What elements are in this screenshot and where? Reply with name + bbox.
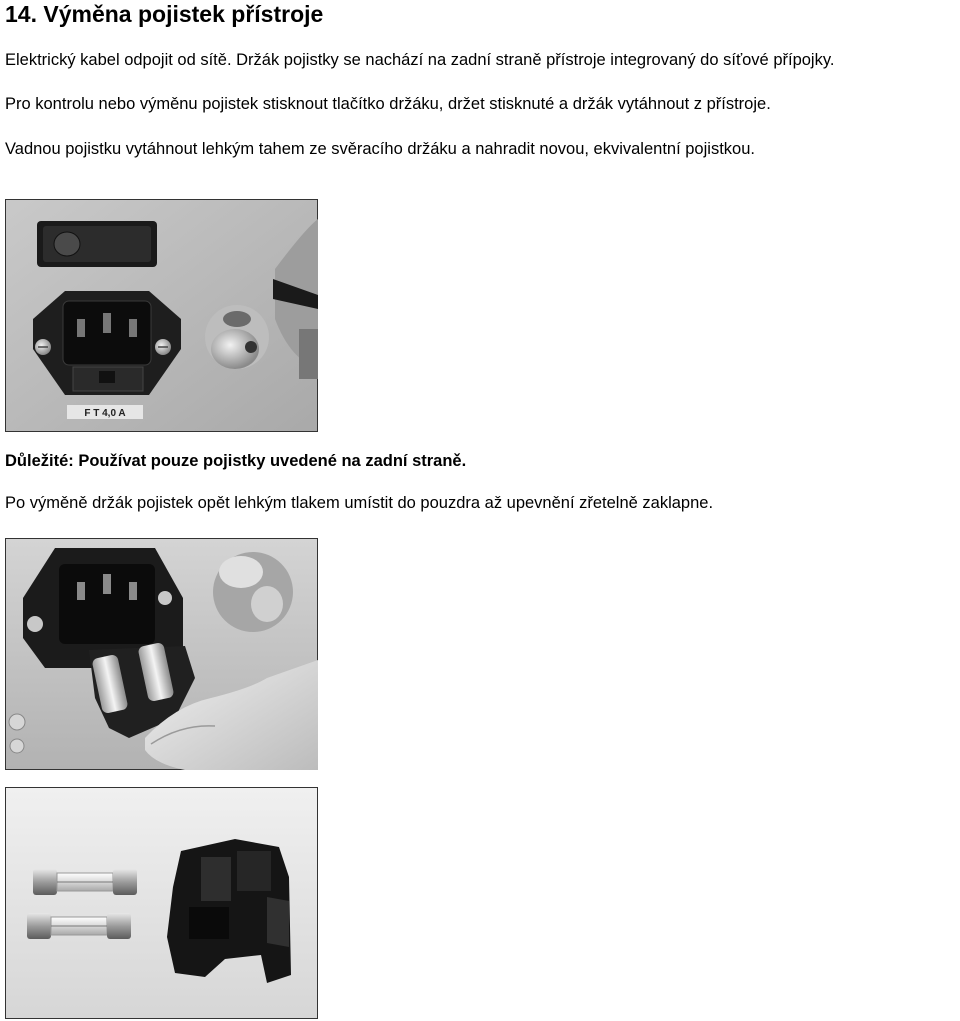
fuse-rating-text: F T 4,0 A <box>84 408 126 419</box>
paragraph-remove-holder: Pro kontrolu nebo výměnu pojistek stisknout tlačítko držáku, držet stisknuté a držák vytáhnout z přístroje. <box>5 95 771 113</box>
paragraph-replace-fuse: Vadnou pojistku vytáhnout lehkým tahem ze svěracího držáku a nahradit novou, ekvivalentní pojistkou. <box>5 140 755 158</box>
photo-fuses-and-holder <box>5 787 318 1019</box>
fuses-illustration <box>5 787 318 1019</box>
glass-fuse-2 <box>27 913 131 939</box>
section-title: 14. Výměna pojistek přístroje <box>5 1 324 27</box>
rear-panel-illustration <box>5 199 318 432</box>
paragraph-disconnect: Elektrický kabel odpojit od sítě. Držák pojistky se nachází na zadní straně přístroje integrovaný do síťové přípojky. <box>5 51 835 69</box>
glass-fuse-1 <box>33 869 137 895</box>
paragraph-important: Důležité: Používat pouze pojistky uvedené na zadní straně. <box>5 452 467 470</box>
fuse-removal-illustration <box>5 538 318 770</box>
paragraph-reinsert: Po výměně držák pojistek opět lehkým tlakem umístit do pouzdra až upevnění zřetelně zaklapne. <box>5 494 714 512</box>
photo-fuse-holder-removal <box>5 538 318 770</box>
photo-rear-panel <box>5 199 318 432</box>
